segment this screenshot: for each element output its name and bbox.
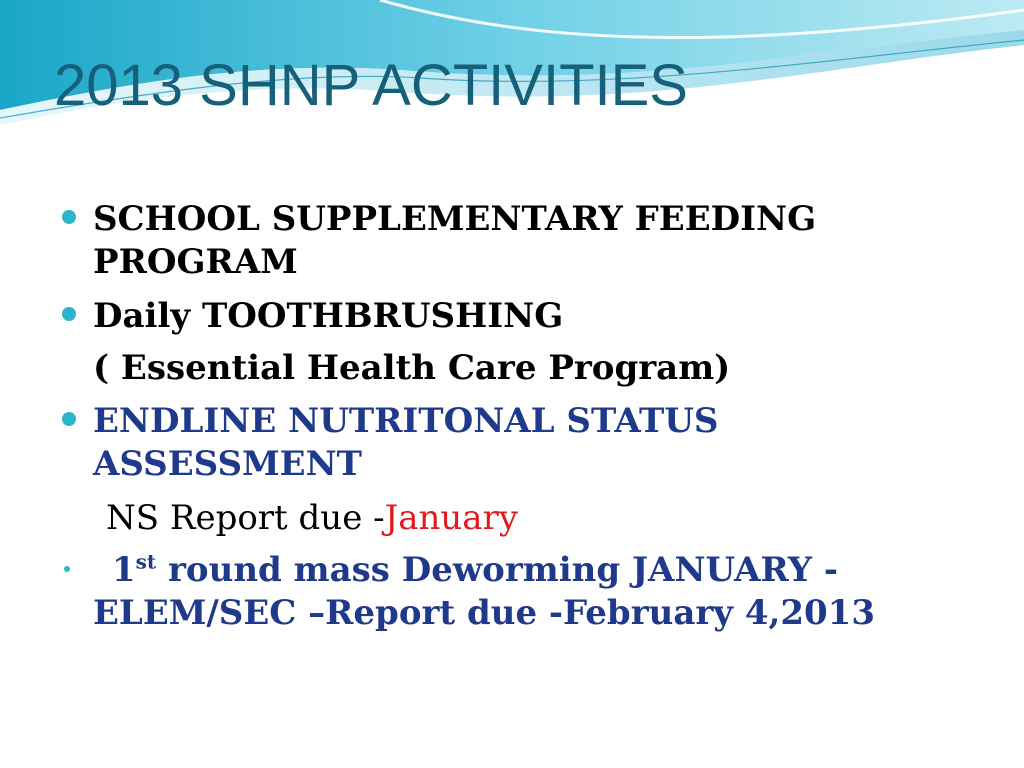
item4-line2: ELEM/SEC –Report due -February 4,2013 xyxy=(93,593,875,633)
item3-line2: ASSESSMENT xyxy=(93,444,362,484)
bullet-1 xyxy=(62,210,76,224)
slide-title: 2013 SHNP ACTIVITIES xyxy=(54,53,688,118)
item4-ordinal-number: 1 xyxy=(112,550,136,590)
item2-line2: ( Essential Health Care Program) xyxy=(93,348,731,388)
bullet-2 xyxy=(62,307,76,321)
item3-note xyxy=(106,498,518,538)
item4-line1 xyxy=(112,550,838,590)
item1-line1: SCHOOL SUPPLEMENTARY FEEDING xyxy=(93,199,817,239)
item1-line2: PROGRAM xyxy=(93,242,298,282)
item3-note-month: January xyxy=(384,498,519,538)
bullet-4 xyxy=(64,566,70,572)
item4-ordinal-suffix: st xyxy=(135,549,157,574)
item4-line1-rest: round mass Deworming JANUARY - xyxy=(156,550,838,590)
item3-line1: ENDLINE NUTRITONAL STATUS xyxy=(93,401,719,441)
bullet-3 xyxy=(62,412,76,426)
item3-note-prefix: NS Report due - xyxy=(106,498,385,538)
item2-line1: Daily TOOTHBRUSHING xyxy=(93,296,564,336)
